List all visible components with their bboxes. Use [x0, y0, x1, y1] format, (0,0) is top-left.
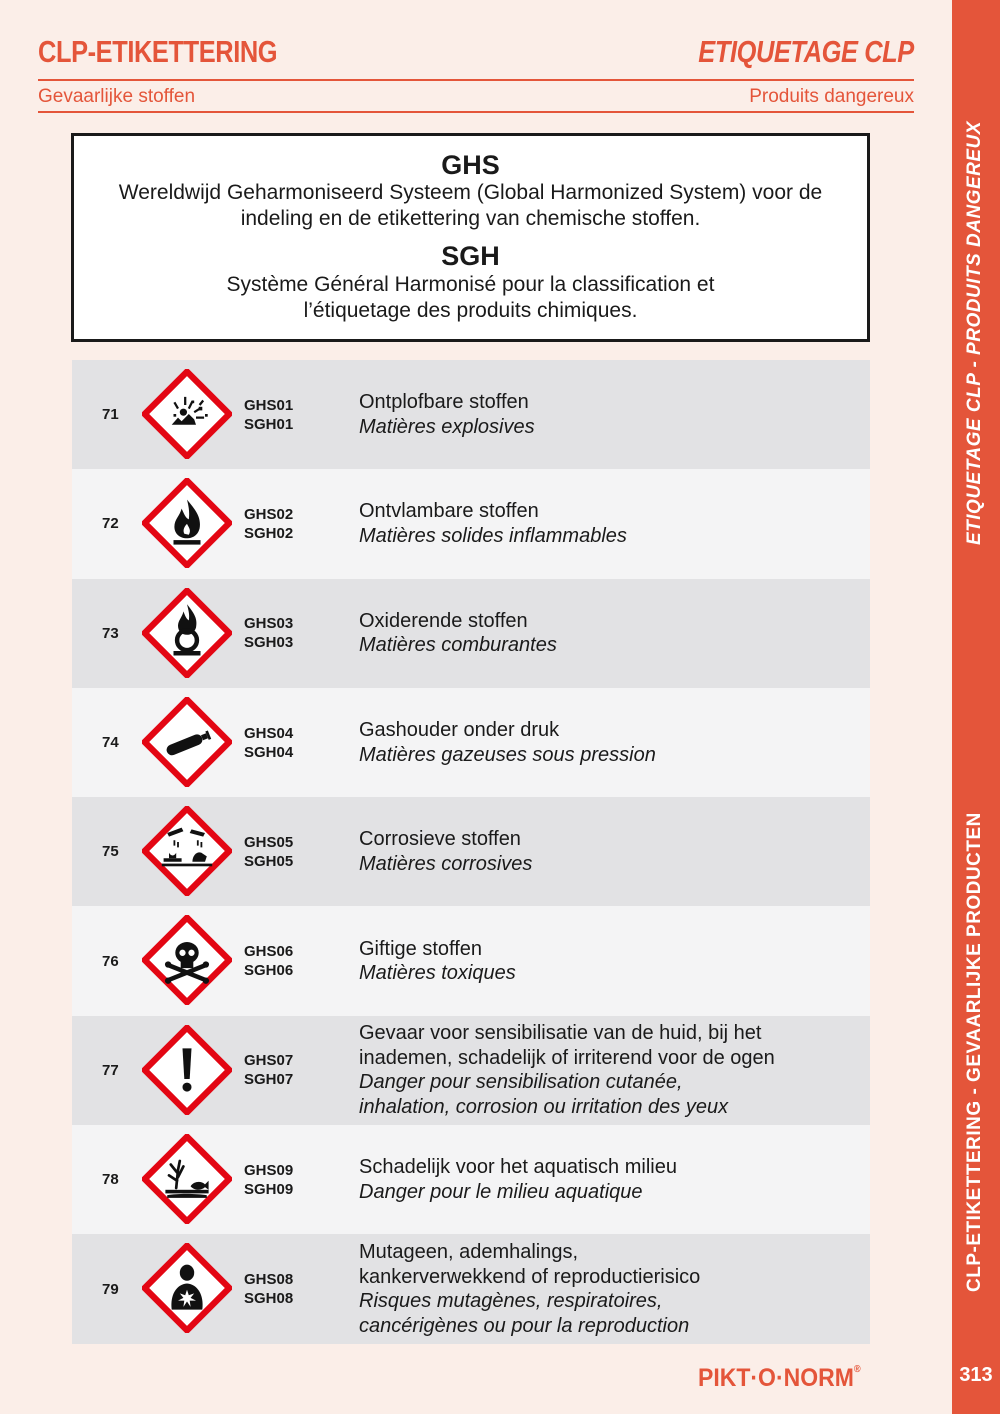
sgh-code: SGH05 [244, 852, 294, 870]
ghs-code: GHS07 [244, 1052, 294, 1070]
table-row [72, 360, 870, 469]
pictogram-table [72, 360, 870, 1344]
hazard-code [244, 1234, 293, 1343]
row-number: 74 [102, 734, 119, 752]
hazard-description [359, 1016, 849, 1125]
exclamation-mark-icon [142, 1025, 232, 1115]
intro-box [71, 133, 870, 342]
row-number: 79 [102, 1280, 119, 1298]
hazard-code [244, 688, 293, 797]
skull-crossbones-icon [142, 915, 232, 1005]
description-nl: Corrosieve stoffen [359, 828, 521, 851]
description-nl: Giftige stoffen [359, 937, 483, 960]
header-title-fr: ETIQUETAGE CLP [698, 34, 914, 69]
ghs-code: GHS08 [244, 1271, 294, 1289]
gas-cylinder-icon [142, 697, 232, 787]
row-number: 75 [102, 843, 119, 861]
table-row [72, 797, 870, 906]
hazard-code [244, 360, 293, 469]
brand-name: PIKT·O·NORM [698, 1364, 854, 1392]
registered-mark: ® [853, 1364, 861, 1375]
description-nl: Ontplofbare stoffen [359, 391, 529, 414]
ghs-code: GHS09 [244, 1161, 294, 1179]
row-number: 76 [102, 952, 119, 970]
table-row [72, 906, 870, 1015]
description-fr: Matières corrosives [359, 852, 533, 875]
header-divider [38, 79, 914, 81]
row-number: 73 [102, 624, 119, 642]
sgh-code: SGH09 [244, 1180, 294, 1198]
description-fr: Matières solides inflammables [359, 524, 627, 547]
sgh-code: SGH01 [244, 415, 294, 433]
hazard-description [359, 360, 849, 469]
table-row [72, 1125, 870, 1234]
sgh-code: SGH07 [244, 1071, 294, 1089]
description-fr: Matières explosives [359, 415, 535, 438]
sgh-code: SGH03 [244, 634, 294, 652]
ghs-code: GHS02 [244, 505, 294, 523]
description-fr: Matières gazeuses sous pression [359, 743, 656, 766]
explosive-icon [142, 369, 232, 459]
page-number: 313 [959, 1364, 993, 1386]
hazard-description [359, 688, 849, 797]
hazard-code [244, 579, 293, 688]
description-nl: Oxiderende stoffen [359, 609, 528, 632]
ghs-code: GHS04 [244, 724, 294, 742]
flame-icon [142, 478, 232, 568]
sgh-code: SGH04 [244, 743, 294, 761]
description-nl: Mutageen, ademhalings, kankerverwekkend of reproductierisico [359, 1241, 701, 1288]
header-title-nl: CLP-ETIKETTERING [38, 34, 278, 69]
description-nl: Gashouder onder druk [359, 719, 560, 742]
sgh-text: Système Général Harmonisé pour la classification et l’étiquetage des produits chimiques. [226, 273, 715, 322]
environment-icon [142, 1134, 232, 1224]
hazard-code [244, 797, 293, 906]
description-nl: Ontvlambare stoffen [359, 500, 539, 523]
description-fr: Danger pour le milieu aquatique [359, 1180, 643, 1203]
row-number: 71 [102, 406, 119, 424]
table-row [72, 1234, 870, 1343]
flame-over-circle-icon [142, 588, 232, 678]
table-row [72, 579, 870, 688]
ghs-code: GHS05 [244, 833, 294, 851]
sgh-code: SGH02 [244, 524, 294, 542]
ghs-code: GHS01 [244, 396, 294, 414]
corrosion-icon [142, 806, 232, 896]
hazard-code [244, 1125, 293, 1234]
header-divider [38, 111, 914, 113]
health-hazard-icon [142, 1243, 232, 1333]
ghs-code: GHS03 [244, 615, 294, 633]
sidebar-bottom-text: CLP-ETIKETTERING - GEVAARLIJKE PRODUCTEN [964, 812, 985, 1292]
description-fr: Matières comburantes [359, 634, 557, 657]
hazard-description [359, 797, 849, 906]
description-fr: Matières toxiques [359, 962, 516, 985]
ghs-code: GHS06 [244, 943, 294, 961]
hazard-code [244, 906, 293, 1015]
hazard-description [359, 579, 849, 688]
description-nl: Schadelijk voor het aquatisch milieu [359, 1156, 677, 1179]
sgh-code: SGH08 [244, 1290, 294, 1308]
sidebar-top-text: ETIQUETAGE CLP - PRODUITS DANGEREUX [964, 121, 985, 545]
brand-logo [698, 1364, 861, 1393]
description-fr: Danger pour sensibilisation cutanée, inhalation, corrosion ou irritation des yeux [359, 1071, 729, 1118]
hazard-description [359, 906, 849, 1015]
table-row [72, 1016, 870, 1125]
description-fr: Risques mutagènes, respiratoires, cancérigènes ou pour la reproduction [359, 1290, 690, 1337]
table-row [72, 688, 870, 797]
hazard-description [359, 1234, 849, 1343]
ghs-title: GHS [441, 150, 500, 180]
hazard-code [244, 1016, 293, 1125]
sgh-title: SGH [441, 241, 500, 271]
description-nl: Gevaar voor sensibilisatie van de huid, bij het inademen, schadelijk of irriterend voor de ogen [359, 1022, 775, 1069]
ghs-text: Wereldwijd Geharmoniseerd Systeem (Global Harmonized System) voor de indeling en de etikettering van chemische stoffen. [118, 181, 823, 230]
hazard-code [244, 469, 293, 578]
row-number: 78 [102, 1171, 119, 1189]
hazard-description [359, 469, 849, 578]
header-subtitle-fr: Produits dangereux [749, 86, 914, 107]
row-number: 72 [102, 515, 119, 533]
table-row [72, 469, 870, 578]
sgh-code: SGH06 [244, 962, 294, 980]
row-number: 77 [102, 1061, 119, 1079]
header-subtitle-nl: Gevaarlijke stoffen [38, 86, 196, 107]
hazard-description [359, 1125, 849, 1234]
